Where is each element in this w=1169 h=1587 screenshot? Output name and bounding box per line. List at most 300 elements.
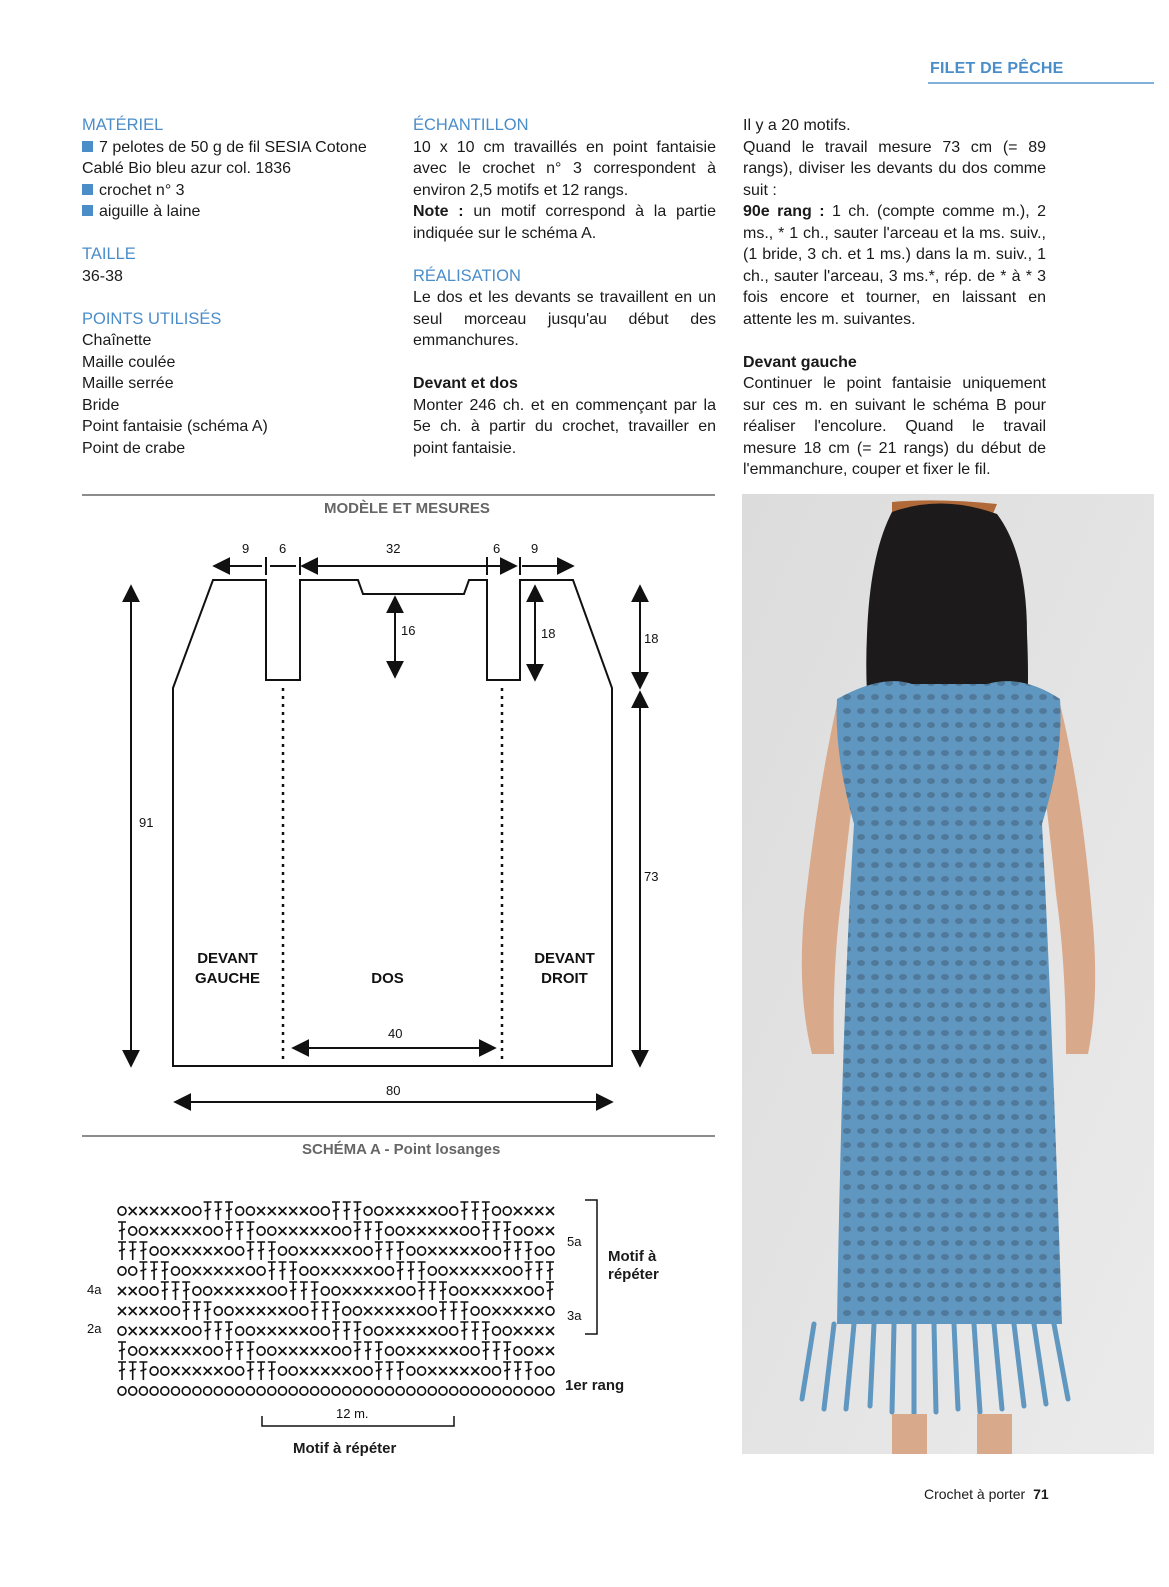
- chain-stitch-symbol: [129, 1227, 137, 1235]
- double-crochet-symbol: [236, 1342, 244, 1360]
- single-crochet-symbol: [311, 1227, 319, 1235]
- chain-stitch-symbol: [172, 1387, 180, 1395]
- chain-stitch-symbol: [439, 1207, 447, 1215]
- double-crochet-symbol: [321, 1302, 329, 1320]
- chain-stitch-symbol: [535, 1367, 543, 1375]
- chain-stitch-symbol: [407, 1367, 415, 1375]
- model-photo: [742, 494, 1154, 1454]
- double-crochet-symbol: [546, 1282, 554, 1300]
- double-crochet-symbol: [289, 1262, 297, 1280]
- materiel-item-hook: crochet n° 3: [82, 180, 392, 202]
- double-crochet-symbol: [268, 1262, 276, 1280]
- single-crochet-symbol: [514, 1207, 522, 1215]
- garment-outline: [173, 580, 612, 1066]
- double-crochet-symbol: [493, 1222, 501, 1240]
- single-crochet-symbol: [246, 1307, 254, 1315]
- chain-stitch-symbol: [321, 1387, 329, 1395]
- piece-devant-droit: DEVANT DROIT: [534, 950, 595, 987]
- points-heading: POINTS UTILISÉS: [82, 309, 222, 328]
- single-crochet-symbol: [460, 1247, 468, 1255]
- point-item: Point fantaisie (schéma A): [82, 418, 268, 435]
- single-crochet-symbol: [236, 1287, 244, 1295]
- chain-stitch-symbol: [129, 1267, 137, 1275]
- double-crochet-symbol: [236, 1222, 244, 1240]
- chain-stitch-symbol: [364, 1327, 372, 1335]
- chain-stitch-symbol: [311, 1327, 319, 1335]
- double-crochet-symbol: [503, 1222, 511, 1240]
- single-crochet-symbol: [535, 1207, 543, 1215]
- chain-stitch-symbol: [493, 1327, 501, 1335]
- double-crochet-symbol: [279, 1262, 287, 1280]
- chain-stitch-symbol: [535, 1287, 543, 1295]
- chain-stitch-symbol: [300, 1307, 308, 1315]
- single-crochet-symbol: [471, 1247, 479, 1255]
- chain-stitch-symbol: [118, 1327, 126, 1335]
- chain-stitch-symbol: [204, 1287, 212, 1295]
- single-crochet-symbol: [182, 1367, 190, 1375]
- chain-stitch-symbol: [150, 1247, 158, 1255]
- single-crochet-symbol: [407, 1327, 415, 1335]
- chain-stitch-symbol: [193, 1327, 201, 1335]
- chain-stitch-symbol: [514, 1347, 522, 1355]
- chain-stitch-symbol: [139, 1287, 147, 1295]
- single-crochet-symbol: [161, 1327, 169, 1335]
- single-crochet-symbol: [257, 1207, 265, 1215]
- chain-stitch-symbol: [525, 1347, 533, 1355]
- single-crochet-symbol: [514, 1287, 522, 1295]
- single-crochet-symbol: [407, 1207, 415, 1215]
- double-crochet-symbol: [375, 1222, 383, 1240]
- chain-stitch-symbol: [525, 1287, 533, 1295]
- double-crochet-symbol: [418, 1262, 426, 1280]
- chain-stitch-symbol: [386, 1267, 394, 1275]
- taille-heading: TAILLE: [82, 245, 136, 263]
- single-crochet-symbol: [246, 1287, 254, 1295]
- chain-stitch-symbol: [150, 1287, 158, 1295]
- point-item: Bride: [82, 396, 120, 414]
- chain-stitch-symbol: [139, 1387, 147, 1395]
- single-crochet-symbol: [332, 1247, 340, 1255]
- single-crochet-symbol: [300, 1327, 308, 1335]
- double-crochet-symbol: [139, 1362, 147, 1380]
- chain-stitch-symbol: [279, 1247, 287, 1255]
- chain-stitch-symbol: [407, 1247, 415, 1255]
- single-crochet-symbol: [450, 1367, 458, 1375]
- chain-stitch-symbol: [407, 1287, 415, 1295]
- chain-stitch-symbol: [161, 1387, 169, 1395]
- chain-stitch-symbol: [225, 1367, 233, 1375]
- single-crochet-symbol: [418, 1227, 426, 1235]
- single-crochet-symbol: [129, 1287, 137, 1295]
- single-crochet-symbol: [525, 1327, 533, 1335]
- single-crochet-symbol: [407, 1307, 415, 1315]
- double-crochet-symbol: [343, 1202, 351, 1220]
- double-crochet-symbol: [482, 1342, 490, 1360]
- single-crochet-symbol: [161, 1227, 169, 1235]
- single-crochet-symbol: [546, 1227, 554, 1235]
- double-crochet-symbol: [418, 1282, 426, 1300]
- single-crochet-symbol: [375, 1307, 383, 1315]
- single-crochet-symbol: [386, 1307, 394, 1315]
- chain-stitch-symbol: [525, 1227, 533, 1235]
- single-crochet-symbol: [289, 1227, 297, 1235]
- double-crochet-symbol: [139, 1262, 147, 1280]
- single-crochet-symbol: [353, 1267, 361, 1275]
- chain-stitch-symbol: [535, 1387, 543, 1395]
- chain-stitch-symbol: [386, 1387, 394, 1395]
- measure-label: 6: [493, 541, 501, 556]
- realisation-heading: RÉALISATION: [413, 266, 521, 285]
- single-crochet-symbol: [289, 1347, 297, 1355]
- single-crochet-symbol: [118, 1307, 126, 1315]
- double-crochet-symbol: [214, 1322, 222, 1340]
- single-crochet-symbol: [139, 1307, 147, 1315]
- chain-stitch-symbol: [289, 1367, 297, 1375]
- double-crochet-symbol: [396, 1362, 404, 1380]
- schema-title: SCHÉMA A - Point losanges: [302, 1141, 501, 1158]
- measure-label: 73: [644, 869, 659, 884]
- chain-stitch-symbol: [482, 1387, 490, 1395]
- single-crochet-symbol: [396, 1327, 404, 1335]
- chain-stitch-symbol: [321, 1287, 329, 1295]
- single-crochet-symbol: [214, 1367, 222, 1375]
- single-crochet-symbol: [471, 1267, 479, 1275]
- devant-dos-text: Monter 246 ch. et en commençant par la 5e ch. à partir du crochet, travailler en point fantaisie.: [413, 396, 716, 457]
- single-crochet-symbol: [482, 1267, 490, 1275]
- single-crochet-symbol: [428, 1247, 436, 1255]
- chain-stitch-symbol: [150, 1387, 158, 1395]
- single-crochet-symbol: [118, 1287, 126, 1295]
- single-crochet-symbol: [439, 1367, 447, 1375]
- realisation-text: Le dos et les devants se travaillent en un seul morceau jusqu'au début des emmanchures.: [413, 289, 716, 349]
- single-crochet-symbol: [204, 1247, 212, 1255]
- chain-stitch-symbol: [257, 1227, 265, 1235]
- measure-label: 16: [401, 623, 416, 638]
- chain-stitch-symbol: [514, 1387, 522, 1395]
- chain-stitch-symbol: [546, 1387, 554, 1395]
- double-crochet-symbol: [214, 1202, 222, 1220]
- measure-label: 9: [531, 541, 539, 556]
- chain-stitch-symbol: [471, 1387, 479, 1395]
- chain-stitch-symbol: [236, 1367, 244, 1375]
- chain-stitch-symbol: [418, 1247, 426, 1255]
- double-crochet-symbol: [289, 1282, 297, 1300]
- single-crochet-symbol: [150, 1207, 158, 1215]
- double-crochet-symbol: [118, 1342, 126, 1360]
- garment-schematic: [0, 0, 720, 1130]
- single-crochet-symbol: [150, 1347, 158, 1355]
- single-crochet-symbol: [268, 1307, 276, 1315]
- single-crochet-symbol: [439, 1227, 447, 1235]
- double-crochet-symbol: [503, 1342, 511, 1360]
- chain-stitch-symbol: [396, 1287, 404, 1295]
- double-crochet-symbol: [300, 1282, 308, 1300]
- double-crochet-symbol: [460, 1302, 468, 1320]
- double-crochet-symbol: [386, 1242, 394, 1260]
- chain-stitch-symbol: [236, 1247, 244, 1255]
- single-crochet-symbol: [546, 1207, 554, 1215]
- echantillon-heading: ÉCHANTILLON: [413, 116, 529, 134]
- single-crochet-symbol: [450, 1247, 458, 1255]
- single-crochet-symbol: [172, 1347, 180, 1355]
- double-crochet-symbol: [118, 1362, 126, 1380]
- chain-stitch-symbol: [546, 1367, 554, 1375]
- single-crochet-symbol: [300, 1347, 308, 1355]
- chain-stitch-symbol: [172, 1267, 180, 1275]
- double-crochet-symbol: [503, 1362, 511, 1380]
- single-crochet-symbol: [172, 1207, 180, 1215]
- chain-stitch-symbol: [450, 1287, 458, 1295]
- double-crochet-symbol: [225, 1342, 233, 1360]
- stitch-chart: [100, 1195, 600, 1430]
- chain-stitch-symbol: [375, 1327, 383, 1335]
- single-crochet-symbol: [418, 1207, 426, 1215]
- double-crochet-symbol: [161, 1282, 169, 1300]
- single-crochet-symbol: [386, 1287, 394, 1295]
- double-crochet-symbol: [525, 1242, 533, 1260]
- measure-label: 18: [644, 631, 659, 646]
- rang-paragraph: 90e rang : 1 ch. (compte comme m.), 2 ms., * 1 ch., sauter l'arceau et la ms. suiv., (1 bride, 3 ch. et 1 ms.) dans la m. suiv., 1 ch., sauter l'arceau, 3 ms.*, rép. de * à * 3 fois encore et tourner, en laissant en attente les m. suivantes.: [743, 203, 1046, 328]
- single-crochet-symbol: [418, 1347, 426, 1355]
- single-crochet-symbol: [214, 1247, 222, 1255]
- chain-stitch-symbol: [546, 1247, 554, 1255]
- chain-stitch-symbol: [396, 1387, 404, 1395]
- double-crochet-symbol: [525, 1362, 533, 1380]
- single-crochet-symbol: [321, 1267, 329, 1275]
- double-crochet-symbol: [375, 1242, 383, 1260]
- chain-stitch-symbol: [193, 1287, 201, 1295]
- single-crochet-symbol: [353, 1287, 361, 1295]
- chain-stitch-symbol: [493, 1387, 501, 1395]
- magazine-name: Crochet à porter: [924, 1486, 1026, 1502]
- single-crochet-symbol: [407, 1227, 415, 1235]
- chain-stitch-symbol: [514, 1267, 522, 1275]
- chain-stitch-symbol: [214, 1227, 222, 1235]
- double-crochet-symbol: [353, 1222, 361, 1240]
- chain-stitch-symbol: [343, 1347, 351, 1355]
- double-crochet-symbol: [225, 1222, 233, 1240]
- single-crochet-symbol: [396, 1207, 404, 1215]
- double-crochet-symbol: [118, 1222, 126, 1240]
- single-crochet-symbol: [418, 1327, 426, 1335]
- chain-stitch-symbol: [375, 1387, 383, 1395]
- chain-stitch-symbol: [482, 1307, 490, 1315]
- chain-stitch-symbol: [471, 1227, 479, 1235]
- double-crochet-symbol: [204, 1322, 212, 1340]
- double-crochet-symbol: [428, 1282, 436, 1300]
- chain-stitch-symbol: [161, 1307, 169, 1315]
- single-crochet-symbol: [182, 1227, 190, 1235]
- single-crochet-symbol: [279, 1307, 287, 1315]
- double-crochet-symbol: [482, 1322, 490, 1340]
- chain-stitch-symbol: [204, 1347, 212, 1355]
- single-crochet-symbol: [129, 1307, 137, 1315]
- single-crochet-symbol: [172, 1327, 180, 1335]
- single-crochet-symbol: [535, 1227, 543, 1235]
- chain-stitch-symbol: [289, 1387, 297, 1395]
- chain-stitch-symbol: [300, 1267, 308, 1275]
- chain-stitch-symbol: [172, 1307, 180, 1315]
- single-crochet-symbol: [321, 1367, 329, 1375]
- chain-stitch-symbol: [460, 1287, 468, 1295]
- chain-stitch-symbol: [503, 1327, 511, 1335]
- single-crochet-symbol: [407, 1347, 415, 1355]
- chain-stitch-symbol: [503, 1387, 511, 1395]
- chain-stitch-symbol: [332, 1227, 340, 1235]
- single-crochet-symbol: [268, 1327, 276, 1335]
- double-crochet-symbol: [450, 1302, 458, 1320]
- single-crochet-symbol: [257, 1327, 265, 1335]
- section-title: FILET DE PÊCHE: [930, 60, 1064, 77]
- single-crochet-symbol: [439, 1247, 447, 1255]
- double-crochet-symbol: [503, 1242, 511, 1260]
- single-crochet-symbol: [439, 1347, 447, 1355]
- single-crochet-symbol: [204, 1367, 212, 1375]
- double-crochet-symbol: [364, 1342, 372, 1360]
- double-crochet-symbol: [118, 1242, 126, 1260]
- single-crochet-symbol: [289, 1207, 297, 1215]
- intro-text: Quand le travail mesure 73 cm (= 89 rangs), diviser les devants du dos comme suit :: [743, 138, 1046, 199]
- single-crochet-symbol: [150, 1307, 158, 1315]
- double-crochet-symbol: [257, 1242, 265, 1260]
- single-crochet-symbol: [525, 1307, 533, 1315]
- chain-stitch-symbol: [289, 1307, 297, 1315]
- materiel-item-needle: aiguille à laine: [82, 201, 392, 223]
- single-crochet-symbol: [535, 1307, 543, 1315]
- diagram-title: MODÈLE ET MESURES: [324, 500, 490, 517]
- motif-repeat-label-right: Motif à répéter: [608, 1248, 659, 1283]
- single-crochet-symbol: [450, 1267, 458, 1275]
- single-crochet-symbol: [321, 1247, 329, 1255]
- column-instructions-cont: [743, 115, 1046, 481]
- echantillon-text: 10 x 10 cm travaillés en point fantaisie avec le crochet n° 3 correspondent à environ 2,5 motifs et 12 rangs.: [413, 138, 716, 199]
- chain-count-label: 12 m.: [336, 1406, 369, 1421]
- devant-gauche-heading: Devant gauche: [743, 353, 857, 371]
- point-item: Chaînette: [82, 332, 152, 349]
- single-crochet-symbol: [182, 1247, 190, 1255]
- single-crochet-symbol: [193, 1267, 201, 1275]
- chain-stitch-symbol: [279, 1387, 287, 1395]
- row-label: 5a: [567, 1234, 582, 1249]
- chain-stitch-symbol: [289, 1247, 297, 1255]
- single-crochet-symbol: [460, 1367, 468, 1375]
- chain-stitch-symbol: [311, 1267, 319, 1275]
- single-crochet-symbol: [268, 1207, 276, 1215]
- single-crochet-symbol: [493, 1267, 501, 1275]
- first-row-label: 1er rang: [565, 1377, 625, 1394]
- double-crochet-symbol: [129, 1242, 137, 1260]
- chain-stitch-symbol: [460, 1387, 468, 1395]
- chain-stitch-symbol: [418, 1367, 426, 1375]
- chain-stitch-symbol: [182, 1207, 190, 1215]
- chain-stitch-symbol: [214, 1347, 222, 1355]
- single-crochet-symbol: [503, 1287, 511, 1295]
- single-crochet-symbol: [364, 1267, 372, 1275]
- chain-stitch-symbol: [343, 1307, 351, 1315]
- double-crochet-symbol: [246, 1362, 254, 1380]
- chain-stitch-symbol: [503, 1267, 511, 1275]
- single-crochet-symbol: [172, 1247, 180, 1255]
- motifs-line: Il y a 20 motifs.: [743, 117, 851, 134]
- chain-stitch-symbol: [493, 1207, 501, 1215]
- chain-stitch-symbol: [161, 1247, 169, 1255]
- single-crochet-symbol: [535, 1347, 543, 1355]
- single-crochet-symbol: [343, 1267, 351, 1275]
- double-crochet-symbol: [396, 1242, 404, 1260]
- double-crochet-symbol: [353, 1342, 361, 1360]
- single-crochet-symbol: [386, 1207, 394, 1215]
- chain-stitch-symbol: [279, 1367, 287, 1375]
- double-crochet-symbol: [246, 1242, 254, 1260]
- chain-stitch-symbol: [525, 1387, 533, 1395]
- chain-stitch-symbol: [503, 1207, 511, 1215]
- chain-stitch-symbol: [482, 1247, 490, 1255]
- double-crochet-symbol: [332, 1302, 340, 1320]
- single-crochet-symbol: [150, 1327, 158, 1335]
- chain-stitch-symbol: [332, 1347, 340, 1355]
- chain-stitch-symbol: [214, 1387, 222, 1395]
- single-crochet-symbol: [311, 1367, 319, 1375]
- double-crochet-symbol: [311, 1282, 319, 1300]
- chain-stitch-symbol: [407, 1387, 415, 1395]
- chain-stitch-symbol: [204, 1387, 212, 1395]
- double-crochet-symbol: [311, 1302, 319, 1320]
- chain-stitch-symbol: [268, 1347, 276, 1355]
- chain-stitch-symbol: [493, 1247, 501, 1255]
- chain-stitch-symbol: [139, 1347, 147, 1355]
- double-crochet-symbol: [161, 1262, 169, 1280]
- chain-stitch-symbol: [343, 1227, 351, 1235]
- measure-label: 80: [386, 1083, 401, 1098]
- single-crochet-symbol: [332, 1267, 340, 1275]
- single-crochet-symbol: [289, 1327, 297, 1335]
- single-crochet-symbol: [257, 1307, 265, 1315]
- single-crochet-symbol: [214, 1287, 222, 1295]
- double-crochet-symbol: [204, 1202, 212, 1220]
- chain-stitch-symbol: [279, 1287, 287, 1295]
- single-crochet-symbol: [150, 1227, 158, 1235]
- chain-stitch-symbol: [375, 1207, 383, 1215]
- chain-stitch-symbol: [353, 1247, 361, 1255]
- chain-stitch-symbol: [182, 1327, 190, 1335]
- single-crochet-symbol: [172, 1227, 180, 1235]
- double-crochet-symbol: [364, 1222, 372, 1240]
- row-label: 3a: [567, 1308, 582, 1323]
- chain-stitch-symbol: [193, 1207, 201, 1215]
- chain-stitch-symbol: [225, 1247, 233, 1255]
- single-crochet-symbol: [428, 1207, 436, 1215]
- double-crochet-symbol: [460, 1202, 468, 1220]
- single-crochet-symbol: [428, 1227, 436, 1235]
- single-crochet-symbol: [279, 1207, 287, 1215]
- single-crochet-symbol: [236, 1267, 244, 1275]
- chain-stitch-symbol: [460, 1227, 468, 1235]
- chain-stitch-symbol: [482, 1367, 490, 1375]
- chain-stitch-symbol: [439, 1267, 447, 1275]
- single-crochet-symbol: [503, 1307, 511, 1315]
- chain-stitch-symbol: [439, 1327, 447, 1335]
- measure-label: 6: [279, 541, 287, 556]
- chain-stitch-symbol: [364, 1387, 372, 1395]
- single-crochet-symbol: [321, 1227, 329, 1235]
- chain-stitch-symbol: [428, 1307, 436, 1315]
- single-crochet-symbol: [172, 1367, 180, 1375]
- single-crochet-symbol: [193, 1227, 201, 1235]
- single-crochet-symbol: [546, 1327, 554, 1335]
- chain-stitch-symbol: [364, 1247, 372, 1255]
- chain-stitch-symbol: [150, 1367, 158, 1375]
- chain-stitch-symbol: [129, 1387, 137, 1395]
